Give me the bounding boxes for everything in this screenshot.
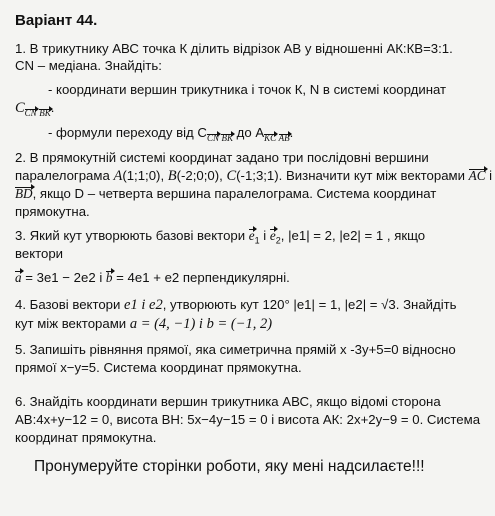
task5-line2: прямої х−у=5. Система координат прямокутна. (15, 360, 302, 375)
task3-line3: a = 3e1 − 2e2 і b = 4e1 + e2 перпендикулярні. (15, 270, 290, 285)
task1-bullet1: - координати вершин трикутника і точок К, N в системі координат (48, 82, 447, 97)
task4-line1: 4. Базові вектори e1 і e2, утворюють кут 120° |e1| = 1, |e2| = √3. Знайдіть (15, 297, 457, 313)
task6-line2: AB:4x+y−12 = 0, висота ВН: 5x−4y−15 = 0 і висота АК: 2x+2y−9 = 0. Система (15, 412, 481, 427)
task1-line2: CN – медіана. Знайдіть: (15, 58, 162, 73)
task1-bullet1-system: $C_{CN BK}$. (15, 100, 55, 118)
task6-line1: 6. Знайдіть координати вершин трикутника АВС, якщо відомі сторона (15, 394, 441, 409)
variant-title: Варіант 44. (15, 12, 98, 29)
task1-bullet2: - формули переходу від $C_{CN BK}$ до $A_{KC AB}$. (48, 125, 294, 143)
task6-line3: координат прямокутна. (15, 430, 157, 445)
task2-line2: паралелограма A(1;1;0), B(-2;0;0), C(-1;3;1). Визначити кут між векторами AC і (15, 168, 493, 184)
task3-line1: 3. Який кут утворюють базові вектори $e_1$ і $e_2$, |e1| = 2, |e2| = 1 , якщо (15, 228, 426, 246)
task4-line2: кут між векторами a = (4, −1) і b = (−1, 2) (15, 316, 273, 332)
task2-line1: 2. В прямокутній системі координат задано три послідовні вершини (15, 150, 429, 165)
task2-line4: прямокутна. (15, 204, 90, 219)
task2-line3: BD, якщо D – четверта вершина паралелограма. Система координат (15, 186, 437, 201)
footer-note: Пронумеруйте сторінки роботи, яку мені надсилаєте!!! (34, 458, 425, 475)
task1-line1: 1. В трикутнику АВС точка К ділить відрізок АВ у відношенні АК:КВ=3:1. (15, 41, 453, 56)
task5-line1: 5. Запишіть рівняння прямої, яка симетрична прямій х -3у+5=0 відносно (15, 342, 456, 357)
task3-line2: вектори (15, 246, 64, 261)
